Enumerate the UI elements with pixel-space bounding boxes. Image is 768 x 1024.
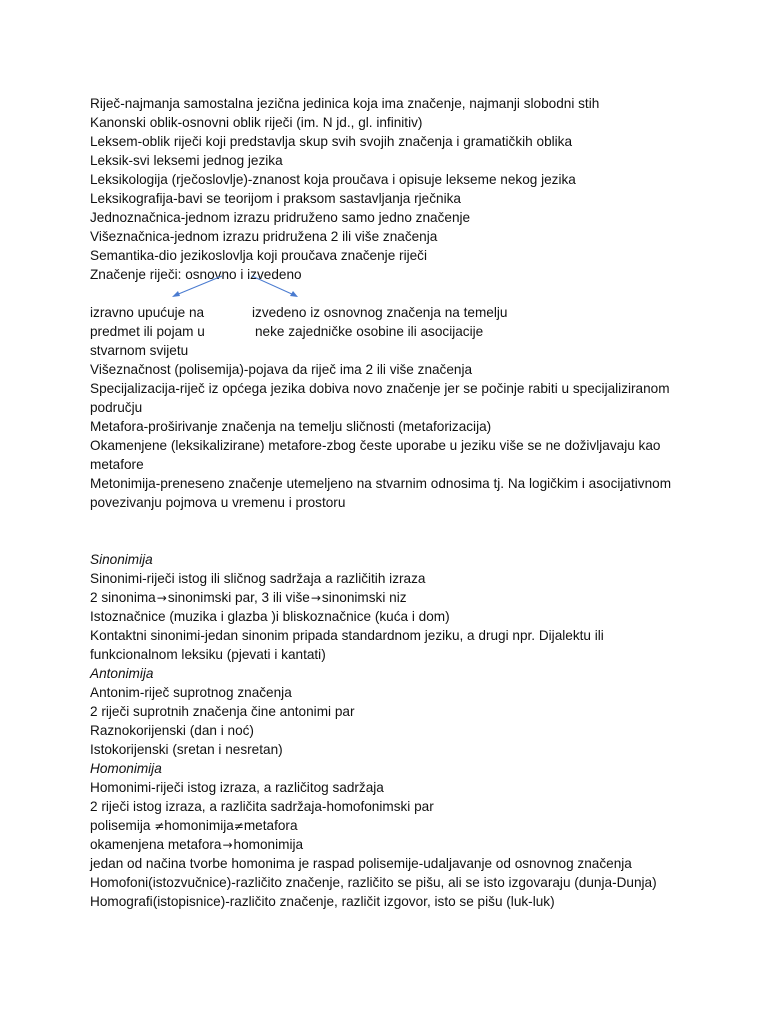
branch-right-line: izvedeno iz osnovnog značenja na temelju	[252, 305, 508, 320]
text-line: Kanonski oblik-osnovni oblik riječi (im. N jd., gl. infinitiv)	[90, 115, 423, 130]
spacer	[90, 531, 690, 550]
branch-derived-meaning	[252, 303, 507, 341]
text-line: Sinonimi-riječi istog ili sličnog sadržaja a različitih izraza	[90, 571, 426, 586]
text-line: Metafora-proširivanje značenja na temelju sličnosti (metaforizacija)	[90, 419, 492, 434]
text-fragment: okamenjena metafora	[90, 837, 222, 852]
section-heading: Sinonimija	[90, 552, 153, 567]
text-line: Leksik-svi leksemi jednog jezika	[90, 153, 283, 168]
branch-arrows-icon	[166, 274, 316, 302]
not-equal-icon: ≠	[233, 819, 244, 833]
section-antonimija	[90, 664, 690, 759]
text-line: Istokorijenski (sretan i nesretan)	[90, 742, 283, 757]
text-line: Značenje riječi: osnovno i izvedeno	[90, 267, 302, 282]
text-line: Homofoni(istozvučnice)-različito značenje, različito se pišu, ali se isto izgovaraju (dunja-Dunja)	[90, 875, 657, 890]
text-fragment: sinonimski niz	[321, 590, 407, 605]
text-line: Leksikografija-bavi se teorijom i praksom sastavljanja rječnika	[90, 191, 461, 206]
branch-left-line: stvarnom svijetu	[90, 343, 189, 358]
section-sinonimija	[90, 550, 690, 664]
text-line: Leksikologija (rječoslovlje)-znanost koja proučava i opisuje lekseme nekog jezika	[90, 172, 576, 187]
text-line: Homografi(istopisnice)-različito značenje, različit izgovor, isto se pišu (luk-luk)	[90, 894, 555, 909]
branch-left-line: izravno upućuje na	[90, 305, 205, 320]
text-fragment: sinonimski par, 3 ili više	[167, 590, 310, 605]
meaning-types-block	[90, 360, 690, 512]
section-homonimija	[90, 759, 690, 911]
text-fragment: homonimija	[164, 818, 234, 833]
right-arrow-icon: →	[222, 838, 233, 852]
text-line: jedan od načina tvorbe homonima je raspad polisemije-udaljavanje od osnovnog značenja	[90, 856, 632, 871]
text-fragment: homonimija	[233, 837, 304, 852]
text-fragment: metafora	[243, 818, 298, 833]
text-line: Jednoznačnica-jednom izrazu pridruženo samo jedno značenje	[90, 210, 471, 225]
text-line: Homonimi-riječi istog izraza, a različitog sadržaja	[90, 780, 384, 795]
text-line: Kontaktni sinonimi-jedan sinonim pripada standardnom jeziku, a drugi npr. Dijalektu ili funkcionalnom leksiku (pjevati i kantati)	[90, 628, 604, 662]
text-line: Antonim-riječ suprotnog značenja	[90, 685, 292, 700]
branch-arrows	[90, 284, 690, 303]
meaning-branches	[90, 303, 690, 360]
branch-left-line: predmet ili pojam u	[90, 324, 205, 339]
text-fragment: polisemija	[90, 818, 155, 833]
section-heading: Homonimija	[90, 761, 162, 776]
text-line	[90, 588, 690, 607]
text-line: 2 riječi suprotnih značenja čine antonimi par	[90, 704, 355, 719]
text-fragment: 2 sinonima	[90, 590, 156, 605]
text-line: Semantika-dio jezikoslovlja koji proučava značenje riječi	[90, 248, 427, 263]
text-line: Leksem-oblik riječi koji predstavlja skup svih svojih značenja i gramatičkih oblika	[90, 134, 573, 149]
right-arrow-icon: →	[310, 591, 321, 605]
text-line: Višeznačnost (polisemija)-pojava da riječ ima 2 ili više značenja	[90, 362, 473, 377]
text-line	[90, 816, 690, 835]
text-line: Raznokorijenski (dan i noć)	[90, 723, 254, 738]
text-line: Okamenjene (leksikalizirane) metafore-zbog česte uporabe u jeziku više se ne doživljavaju kao metafore	[90, 438, 661, 472]
right-arrow-icon: →	[156, 591, 167, 605]
text-line: Metonimija-preneseno značenje utemeljeno na stvarnim odnosima tj. Na logičkim i asocijativnom povezivanju pojmova u vremenu i prostoru	[90, 476, 672, 510]
text-line: Riječ-najmanja samostalna jezična jedinica koja ima značenje, najmanji slobodni stih	[90, 96, 600, 111]
text-line: Višeznačnica-jednom izrazu pridružena 2 ili više značenja	[90, 229, 438, 244]
text-line: 2 riječi istog izraza, a različita sadržaja-homofonimski par	[90, 799, 434, 814]
definitions-block	[90, 94, 690, 284]
branch-right-line: neke zajedničke osobine ili asocijacije	[255, 324, 484, 339]
branch-basic-meaning	[90, 303, 205, 360]
text-line	[90, 835, 690, 854]
spacer	[90, 512, 690, 531]
not-equal-icon: ≠	[154, 819, 165, 833]
section-heading: Antonimija	[90, 666, 154, 681]
text-line: Istoznačnice (muzika i glazba )i bliskoznačnice (kuća i dom)	[90, 609, 450, 624]
document-page	[90, 94, 690, 911]
text-line: Specijalizacija-riječ iz općega jezika dobiva novo značenje jer se počinje rabiti u specijaliziranom području	[90, 381, 670, 415]
